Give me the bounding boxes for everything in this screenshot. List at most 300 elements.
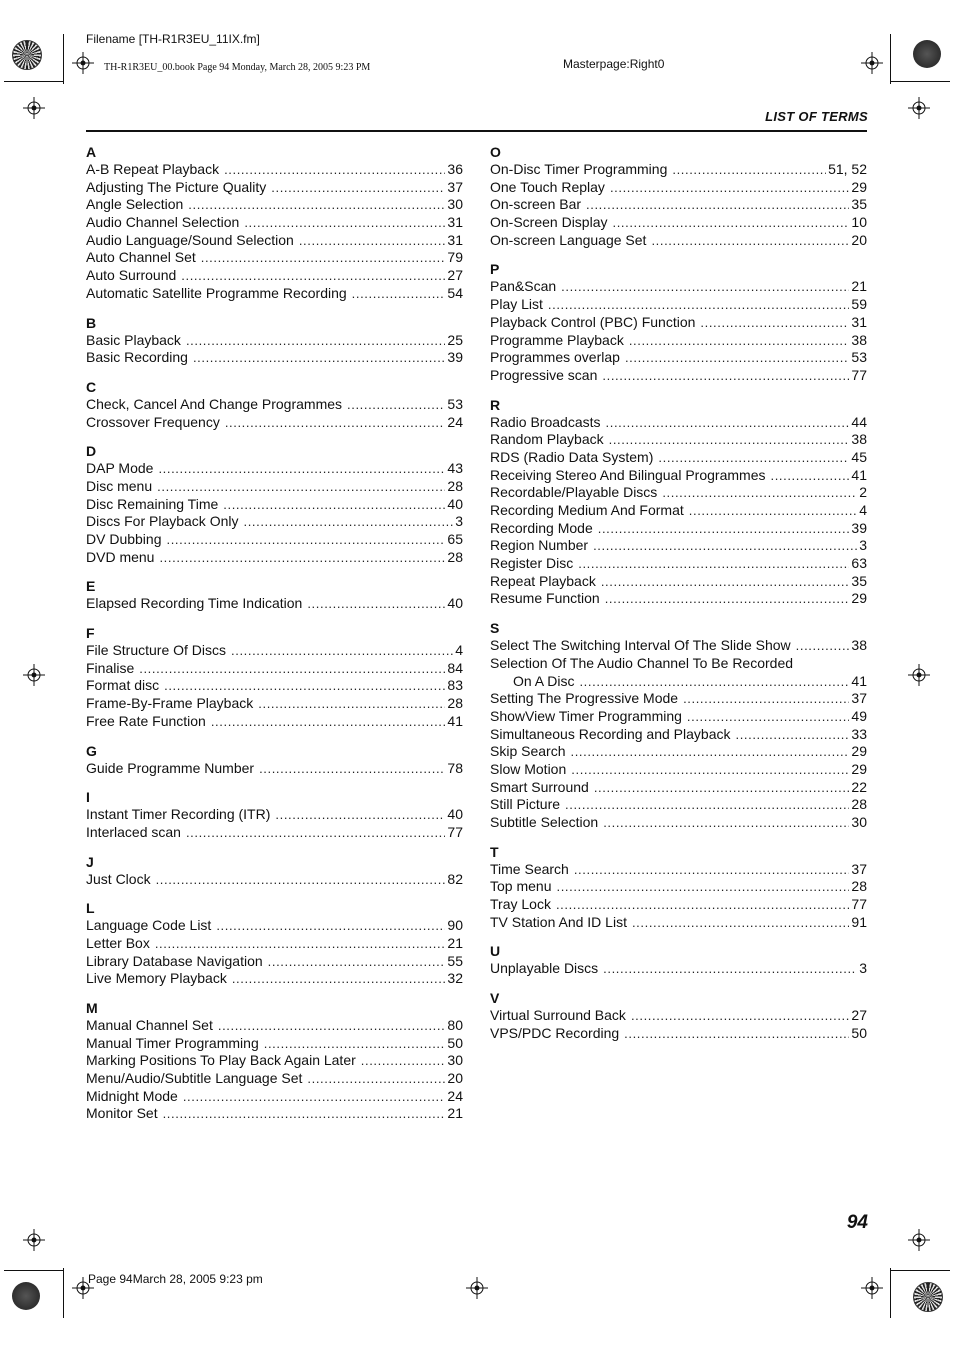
index-letter-heading: V — [490, 990, 500, 1007]
index-entry — [490, 467, 867, 485]
index-entry-term: On-screen Bar — [490, 196, 582, 213]
dot-leader — [556, 896, 849, 914]
index-entry — [490, 232, 867, 250]
index-entry-page: 50 — [447, 1034, 463, 1051]
dot-leader — [352, 285, 446, 303]
index-entry — [490, 161, 867, 179]
index-entry-term: Letter Box — [86, 934, 150, 951]
index-entry-page: 30 — [447, 1052, 463, 1069]
index-entry-page: 28 — [851, 796, 867, 813]
crop-mark — [890, 1270, 950, 1271]
index-entry-term: On-Disc Timer Programming — [490, 161, 668, 177]
index-entry-term: Basic Recording — [86, 349, 188, 366]
index-entry — [490, 296, 867, 314]
registration-disc-icon — [913, 40, 941, 68]
index-entry-page: 82 — [447, 870, 463, 887]
index-entry-term: Skip Search — [490, 743, 566, 760]
index-entry — [490, 779, 867, 797]
crosshair-icon — [23, 664, 45, 686]
index-entry-page: 40 — [447, 595, 463, 612]
index-letter-heading: L — [86, 900, 95, 917]
dot-leader — [307, 595, 445, 613]
index-entry — [86, 549, 463, 567]
index-entry-term: Audio Channel Selection — [86, 214, 240, 231]
index-letter-heading: D — [86, 443, 97, 460]
section-title: LIST OF TERMS — [765, 109, 868, 124]
index-entry-term: Manual Timer Programming — [86, 1034, 259, 1051]
index-entry-term: Programmes overlap — [490, 349, 620, 366]
index-group-g — [86, 742, 463, 778]
index-entry-page: 77 — [447, 823, 463, 840]
index-entry-term: Marking Positions To Play Back Again Later — [86, 1052, 356, 1069]
index-entry — [490, 590, 867, 608]
index-entry — [86, 642, 463, 660]
index-group-t — [490, 843, 867, 932]
index-entry-page: 20 — [851, 231, 867, 248]
index-entry-page: 37 — [851, 860, 867, 877]
index-letter-heading: S — [490, 620, 500, 637]
dot-leader — [163, 1105, 446, 1123]
index-entry-page: 31 — [447, 231, 463, 248]
dot-leader — [548, 296, 850, 314]
index-entry — [86, 970, 463, 988]
index-entry-term: DV Dubbing — [86, 531, 162, 547]
crosshair-icon — [861, 52, 883, 74]
index-entry-term: Recording Medium And Format — [490, 502, 684, 518]
index-letter-heading: C — [86, 378, 97, 395]
index-entry — [86, 513, 463, 531]
header-rule — [86, 130, 867, 132]
index-entry-page: 29 — [851, 760, 867, 777]
index-entry-term: Register Disc — [490, 555, 574, 572]
index-entry-term: Instant Timer Recording (ITR) — [86, 806, 271, 823]
crosshair-icon — [861, 1277, 883, 1299]
index-group-u — [490, 942, 867, 978]
index-entry-page: 41 — [851, 672, 867, 689]
index-entry-term: Repeat Playback — [490, 572, 596, 589]
crosshair-icon — [908, 664, 930, 686]
dot-leader — [700, 314, 849, 332]
dot-leader — [605, 590, 850, 608]
index-entry — [86, 1052, 463, 1070]
index-group-i — [86, 788, 463, 841]
page-number: 94 — [846, 1212, 868, 1233]
index-entry-term: TV Station And ID List — [490, 913, 627, 930]
index-letter-heading: B — [86, 314, 97, 331]
index-entry-term: Unplayable Discs — [490, 960, 599, 977]
index-entry — [86, 1017, 463, 1035]
index-entry — [490, 914, 867, 932]
dot-leader — [216, 917, 445, 935]
index-entry-term: Smart Surround — [490, 778, 589, 795]
dot-leader — [211, 713, 446, 731]
dot-leader — [571, 761, 849, 779]
index-entry-term: Playback Control (PBC) Function — [490, 313, 696, 330]
index-entry-term: Guide Programme Number — [86, 759, 255, 776]
index-letter-heading: U — [490, 943, 501, 960]
index-entry-page: 51, 52 — [828, 161, 867, 177]
index-entry-term: VPS/PDC Recording — [490, 1024, 620, 1041]
index-entry-term: Disc menu — [86, 477, 153, 494]
index-entry — [490, 414, 867, 432]
index-entry-page: 53 — [447, 395, 463, 412]
index-entry — [86, 214, 463, 232]
dot-leader — [307, 1070, 445, 1088]
dot-leader — [687, 708, 850, 726]
index-entry-term: Language Code List — [86, 917, 212, 934]
index-letter-heading: E — [86, 578, 96, 595]
dot-leader — [181, 267, 445, 285]
dot-leader — [268, 953, 446, 971]
dot-leader — [186, 332, 445, 350]
index-entry-page: 25 — [447, 331, 463, 348]
dot-leader — [556, 878, 849, 896]
crosshair-icon — [23, 97, 45, 119]
dot-leader — [201, 249, 446, 267]
dot-leader — [609, 431, 850, 449]
index-entry-term: Interlaced scan — [86, 823, 181, 840]
crosshair-icon — [466, 1277, 488, 1299]
index-entry-term: Live Memory Playback — [86, 970, 227, 987]
index-entry-page: 49 — [851, 707, 867, 724]
index-entry-term: RDS (Radio Data System) — [490, 448, 654, 465]
index-entry — [490, 573, 867, 591]
dot-leader — [606, 414, 850, 432]
index-letter-heading: R — [490, 396, 501, 413]
crop-mark — [890, 1268, 891, 1318]
index-entry-term: Slow Motion — [490, 760, 567, 777]
dot-leader — [796, 637, 850, 655]
index-entry — [86, 953, 463, 971]
index-entry — [490, 761, 867, 779]
dot-leader — [610, 179, 849, 197]
index-entry-term: Manual Channel Set — [86, 1017, 213, 1033]
index-entry-term: Play List — [490, 296, 543, 313]
index-entry-term: Automatic Satellite Programme Recording — [86, 284, 347, 301]
index-entry — [86, 460, 463, 478]
dot-leader — [223, 496, 445, 514]
index-entry-term: Library Database Navigation — [86, 952, 263, 969]
dot-leader — [258, 695, 445, 713]
dot-leader — [183, 1088, 446, 1106]
index-entry-page: 3 — [455, 513, 463, 530]
index-entry-page: 79 — [447, 249, 463, 266]
dot-leader — [601, 573, 850, 591]
index-entry — [86, 414, 463, 432]
dot-leader — [603, 814, 849, 832]
index-entry-term: Menu/Audio/Subtitle Language Set — [86, 1070, 303, 1087]
index-entry-page: 45 — [851, 448, 867, 465]
index-entry-term: Disc Remaining Time — [86, 495, 219, 512]
dot-leader — [561, 278, 849, 296]
dot-leader — [159, 549, 445, 567]
dot-leader — [225, 414, 446, 432]
index-entry-term: Region Number — [490, 537, 589, 554]
index-group-b — [86, 314, 463, 367]
index-letter-heading: T — [490, 843, 499, 860]
crop-mark — [63, 1268, 64, 1318]
index-entry-page: 38 — [851, 637, 867, 654]
dot-leader — [347, 396, 445, 414]
dot-leader — [186, 824, 445, 842]
index-group-o — [490, 143, 867, 249]
dot-leader — [672, 161, 826, 179]
index-entry — [490, 690, 867, 708]
index-entry-term: Setting The Progressive Mode — [490, 690, 679, 707]
index-entry-page: 39 — [447, 349, 463, 366]
dot-leader — [139, 660, 445, 678]
index-entry-page: 20 — [447, 1070, 463, 1087]
dot-leader — [231, 642, 453, 660]
index-entry-term: Free Rate Function — [86, 712, 206, 729]
dot-leader — [662, 484, 857, 502]
dot-leader — [735, 726, 849, 744]
dot-leader — [167, 531, 446, 549]
index-entry-term: Selection Of The Audio Channel To Be Recorded — [490, 654, 794, 671]
index-entry-page: 77 — [851, 366, 867, 383]
crop-mark — [4, 81, 64, 82]
index-entry-page: 44 — [851, 413, 867, 430]
index-entry — [86, 332, 463, 350]
index-entry-term: Monitor Set — [86, 1105, 158, 1122]
index-entry-term: DAP Mode — [86, 460, 154, 477]
index-entry-term: Recording Mode — [490, 519, 593, 536]
index-entry-page: 41 — [447, 712, 463, 729]
dot-leader — [578, 555, 849, 573]
index-entry-page: 28 — [851, 878, 867, 895]
index-entry — [86, 267, 463, 285]
crosshair-icon — [72, 52, 94, 74]
index-entry — [86, 935, 463, 953]
dot-leader — [275, 806, 445, 824]
crosshair-icon — [908, 1229, 930, 1251]
index-entry-page: 21 — [447, 1105, 463, 1122]
index-entry — [86, 496, 463, 514]
index-entry-page: 59 — [851, 296, 867, 313]
index-entry — [490, 960, 867, 978]
index-entry — [490, 502, 867, 520]
index-entry — [86, 478, 463, 496]
index-entry-page: 29 — [851, 178, 867, 195]
registration-disc-icon — [913, 1282, 943, 1312]
dot-leader — [570, 743, 849, 761]
index-entry-term: Format disc — [86, 677, 160, 694]
index-entry — [86, 695, 463, 713]
index-entry-page: 29 — [851, 590, 867, 607]
index-entry-term: Radio Broadcasts — [490, 413, 601, 430]
index-group-c — [86, 378, 463, 431]
index-entry-term: Subtitle Selection — [490, 814, 599, 830]
index-entry-page: 2 — [859, 484, 867, 501]
index-entry — [86, 871, 463, 889]
index-entry-page: 24 — [447, 413, 463, 430]
dot-leader — [629, 332, 850, 350]
index-entry — [490, 278, 867, 296]
index-entry — [490, 349, 867, 367]
dot-leader — [156, 871, 446, 889]
index-entry-page: 83 — [447, 677, 463, 694]
dot-leader — [218, 1017, 446, 1035]
dot-leader — [598, 520, 850, 538]
index-entry-page: 3 — [859, 960, 867, 977]
index-entry-page: 31 — [447, 214, 463, 231]
dot-leader — [361, 1052, 446, 1070]
index-entry-term: Random Playback — [490, 431, 604, 448]
registration-disc-icon — [12, 40, 42, 70]
index-entry-page: 54 — [447, 284, 463, 301]
index-entry-term: On-screen Language Set — [490, 231, 647, 248]
index-entry-page: 43 — [447, 460, 463, 477]
index-entry-term: Tray Lock — [490, 896, 551, 913]
index-entry-term: Virtual Surround Back — [490, 1007, 626, 1024]
crop-mark — [890, 81, 950, 82]
dot-leader — [683, 690, 849, 708]
index-entry-term: Pan&Scan — [490, 278, 557, 295]
index-entry — [490, 449, 867, 467]
index-entry-term: Frame-By-Frame Playback — [86, 695, 254, 712]
crop-mark — [63, 34, 64, 84]
dot-leader — [602, 367, 849, 385]
index-entry — [490, 214, 867, 232]
index-entry-term: Angle Selection — [86, 196, 184, 213]
index-entry-page: 80 — [447, 1017, 463, 1033]
dot-leader — [232, 970, 446, 988]
index-entry — [86, 161, 463, 179]
crosshair-icon — [23, 1229, 45, 1251]
dot-leader — [586, 196, 849, 214]
index-entry-page: 55 — [447, 952, 463, 969]
index-entry-page: 21 — [851, 278, 867, 295]
index-entry — [86, 1088, 463, 1106]
index-entry — [490, 814, 867, 832]
index-entry-term: Elapsed Recording Time Indication — [86, 595, 303, 612]
index-entry-term: Crossover Frequency — [86, 413, 220, 430]
index-entry-page: 40 — [447, 806, 463, 823]
index-letter-heading: O — [490, 144, 501, 160]
index-entry-page: 65 — [447, 531, 463, 547]
index-entry — [490, 726, 867, 744]
index-entry — [86, 396, 463, 414]
index-entry-page: 50 — [851, 1024, 867, 1041]
index-entry — [86, 824, 463, 842]
index-entry-page: 53 — [851, 349, 867, 366]
index-entry-continuation: On A Disc — [513, 672, 575, 689]
index-entry — [490, 1007, 867, 1025]
dot-leader — [613, 214, 850, 232]
index-entry — [490, 673, 867, 691]
dot-leader — [632, 914, 849, 932]
index-entry-term: Just Clock — [86, 870, 151, 887]
index-entry — [86, 232, 463, 250]
index-entry-term: Midnight Mode — [86, 1087, 178, 1104]
index-entry — [86, 285, 463, 303]
dot-leader — [625, 349, 849, 367]
dot-leader — [259, 760, 445, 778]
registration-disc-icon — [12, 1282, 40, 1310]
index-entry-page: 10 — [851, 214, 867, 231]
dot-leader — [299, 232, 446, 250]
index-entry-page: 22 — [851, 778, 867, 795]
index-entry-page: 77 — [851, 896, 867, 913]
index-entry — [86, 1035, 463, 1053]
index-entry — [86, 249, 463, 267]
index-group-a — [86, 143, 463, 303]
index-entry-term: Recordable/Playable Discs — [490, 484, 658, 501]
dot-leader — [689, 502, 857, 520]
index-entry — [490, 367, 867, 385]
index-entry — [490, 743, 867, 761]
index-entry-page: 32 — [447, 970, 463, 987]
dot-leader — [603, 960, 857, 978]
index-entry-term: Auto Surround — [86, 267, 177, 284]
index-entry-page: 30 — [447, 196, 463, 213]
index-entry-term: Progressive scan — [490, 366, 598, 383]
crosshair-icon — [72, 1277, 94, 1299]
index-entry-term: Finalise — [86, 659, 135, 676]
crop-mark — [4, 1270, 64, 1271]
index-entry-page: 38 — [851, 331, 867, 348]
index-entry-term: One Touch Replay — [490, 178, 605, 195]
index-entry-term: Simultaneous Recording and Playback — [490, 725, 731, 742]
index-entry-term: A-B Repeat Playback — [86, 161, 220, 177]
index-entry — [86, 196, 463, 214]
index-right-column — [490, 141, 867, 1054]
index-group-s — [490, 619, 867, 832]
index-entry-term: Time Search — [490, 860, 569, 877]
dot-leader — [158, 460, 445, 478]
index-entry-page: 35 — [851, 196, 867, 213]
index-group-r — [490, 396, 867, 609]
index-entry-page: 63 — [851, 555, 867, 572]
index-letter-heading: J — [86, 853, 94, 870]
index-group-e — [86, 577, 463, 613]
index-group-v — [490, 989, 867, 1042]
index-entry-page: 33 — [851, 725, 867, 742]
dot-leader — [631, 1007, 849, 1025]
book-info-label: TH-R1R3EU_00.book Page 94 Monday, March 28, 2005 9:23 PM — [104, 62, 371, 73]
index-entry — [490, 196, 867, 214]
index-letter-heading: G — [86, 742, 97, 759]
index-left-column — [86, 141, 463, 1134]
index-entry — [490, 1025, 867, 1043]
index-entry-page: 30 — [851, 814, 867, 830]
index-group-d — [86, 442, 463, 566]
index-entry-page: 29 — [851, 743, 867, 760]
index-entry-page: 4 — [859, 502, 867, 518]
index-entry-term: Programme Playback — [490, 331, 624, 348]
index-entry — [490, 637, 867, 655]
dot-leader — [243, 513, 453, 531]
index-entry-term: Top menu — [490, 878, 552, 895]
dot-leader — [271, 179, 445, 197]
index-entry — [490, 861, 867, 879]
index-entry-page: 38 — [851, 431, 867, 448]
dot-leader — [193, 349, 445, 367]
index-entry-page: 35 — [851, 572, 867, 589]
index-entry — [490, 796, 867, 814]
index-entry-term: File Structure Of Discs — [86, 642, 227, 659]
index-entry-term: DVD menu — [86, 548, 155, 565]
index-entry-page: 27 — [447, 267, 463, 284]
index-entry — [490, 555, 867, 573]
index-entry — [490, 314, 867, 332]
index-entry-term: Still Picture — [490, 796, 561, 813]
index-entry — [86, 595, 463, 613]
index-entry — [490, 179, 867, 197]
index-group-f — [86, 624, 463, 730]
dot-leader — [593, 537, 857, 555]
dot-leader — [244, 214, 445, 232]
